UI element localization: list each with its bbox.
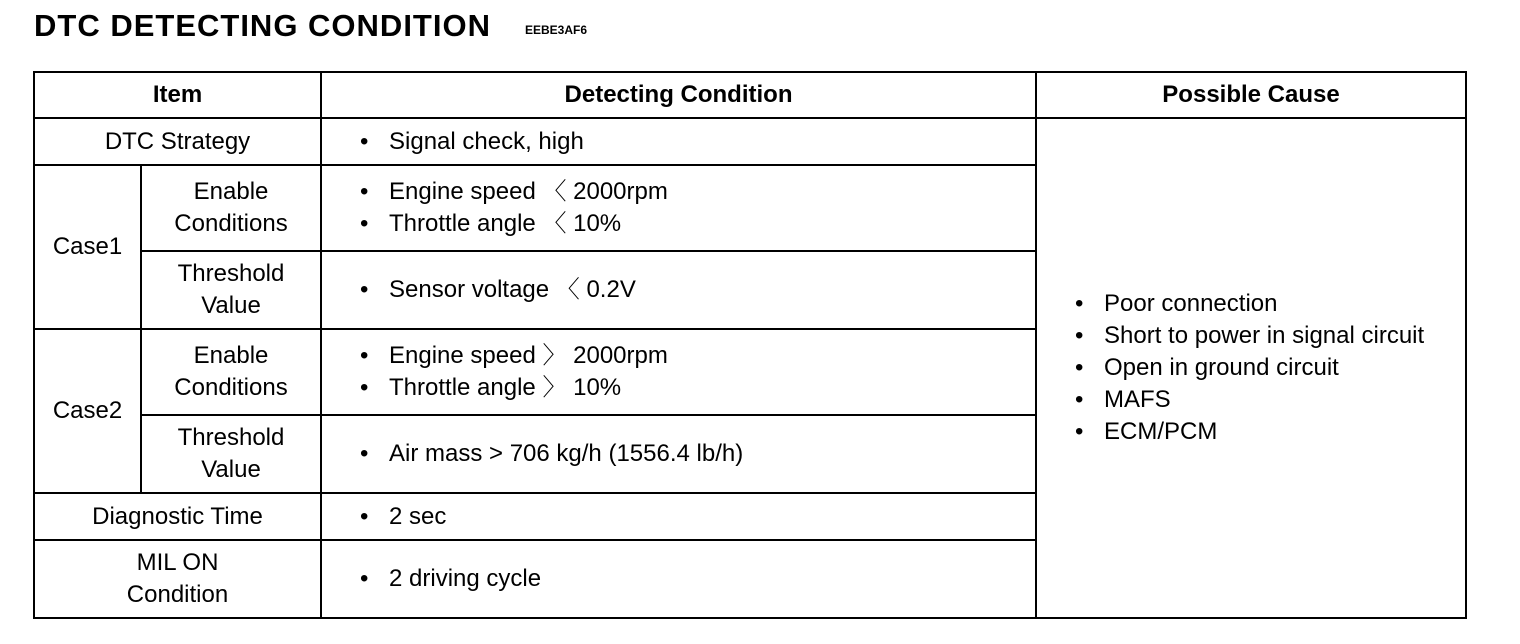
list-item: • Engine speed 〉 2000rpm	[360, 340, 1035, 372]
condition-case1-threshold	[321, 251, 1036, 329]
condition-diagnostic-time	[321, 493, 1036, 540]
cause-item: • MAFS	[1075, 384, 1465, 416]
cause-item: • Short to power in signal circuit	[1075, 320, 1465, 352]
list-item: • Engine speed 〈 2000rpm	[360, 176, 1035, 208]
label-line: Value	[201, 292, 261, 319]
label-enable-conditions	[141, 165, 321, 251]
list-item: • Throttle angle 〉 10%	[360, 372, 1035, 404]
list-item: • Throttle angle 〈 10%	[360, 208, 1035, 240]
label-line: Conditions	[174, 374, 288, 401]
label-diagnostic-time: Diagnostic Time	[34, 493, 321, 540]
title-bar	[34, 8, 587, 44]
row-dtc-strategy	[34, 118, 1466, 165]
label-enable-conditions	[141, 329, 321, 415]
condition-mil-on	[321, 540, 1036, 618]
list-item: • Air mass > 706 kg/h (1556.4 lb/h)	[360, 438, 1035, 470]
label-threshold-value	[141, 251, 321, 329]
header-possible-cause: Possible Cause	[1036, 72, 1466, 118]
document-code: EEBE3AF6	[525, 23, 588, 37]
label-line: Conditions	[174, 210, 288, 237]
cause-item: • Open in ground circuit	[1075, 352, 1465, 384]
list-item: • Sensor voltage 〈 0.2V	[360, 274, 1035, 306]
dtc-condition-table	[33, 71, 1467, 619]
label-line: Value	[201, 456, 261, 483]
label-line: Condition	[126, 581, 229, 608]
condition-case2-enable	[321, 329, 1036, 415]
header-detecting-condition: Detecting Condition	[321, 72, 1036, 118]
label-case2: Case2	[34, 329, 141, 493]
cause-item: • Poor connection	[1075, 288, 1465, 320]
label-line: Threshold	[177, 260, 285, 287]
condition-case2-threshold	[321, 415, 1036, 493]
list-item: • 2 sec	[360, 501, 1035, 533]
label-line: Enable	[193, 178, 269, 205]
label-dtc-strategy: DTC Strategy	[34, 118, 321, 165]
possible-cause-cell	[1036, 118, 1466, 618]
list-item: • 2 driving cycle	[360, 563, 1035, 595]
condition-case1-enable	[321, 165, 1036, 251]
label-threshold-value	[141, 415, 321, 493]
label-line: Threshold	[177, 424, 285, 451]
table-header-row	[34, 72, 1466, 118]
label-case1: Case1	[34, 165, 141, 329]
cause-item: • ECM/PCM	[1075, 416, 1465, 448]
label-line: MIL ON	[136, 549, 219, 576]
header-item: Item	[34, 72, 321, 118]
label-mil-on-condition	[34, 540, 321, 618]
page-title: DTC DETECTING CONDITION	[34, 8, 491, 43]
label-line: Enable	[193, 342, 269, 369]
condition-dtc-strategy	[321, 118, 1036, 165]
list-item: • Signal check, high	[360, 126, 1035, 158]
